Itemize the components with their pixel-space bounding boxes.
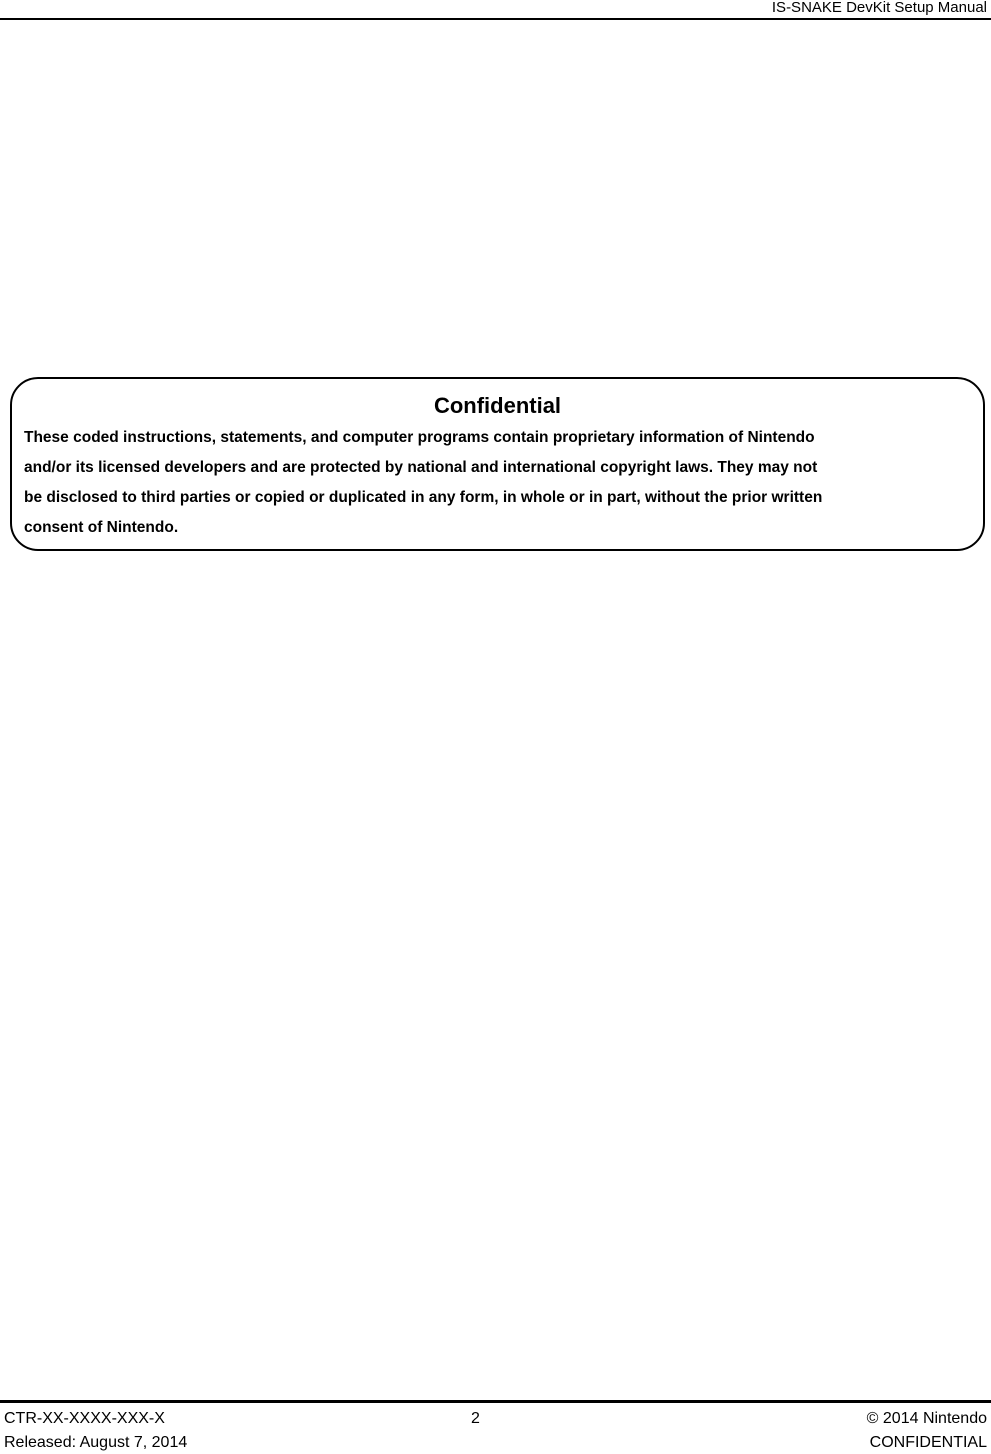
header-rule (0, 18, 991, 20)
copyright-notice: © 2014 Nintendo (866, 1410, 987, 1427)
confidential-notice (10, 377, 985, 551)
release-date: Released: August 7, 2014 (4, 1434, 188, 1451)
page-number: 2 (471, 1410, 480, 1427)
footer-rule (0, 1400, 991, 1403)
notice-line: These coded instructions, statements, and computer programs contain proprietary information of Nintendo (24, 429, 815, 446)
notice-line: consent of Nintendo. (24, 519, 179, 536)
document-id: CTR-XX-XXXX-XXX-X (4, 1410, 165, 1427)
classification-label: CONFIDENTIAL (869, 1434, 987, 1451)
notice-body (24, 423, 971, 543)
notice-line: and/or its licensed developers and are protected by national and international copyright laws. They may not (24, 459, 818, 476)
notice-line: be disclosed to third parties or copied or duplicated in any form, in whole or in part, without the prior written (24, 489, 823, 506)
notice-heading: Confidential (433, 393, 562, 418)
document-title: IS-SNAKE DevKit Setup Manual (771, 0, 987, 16)
